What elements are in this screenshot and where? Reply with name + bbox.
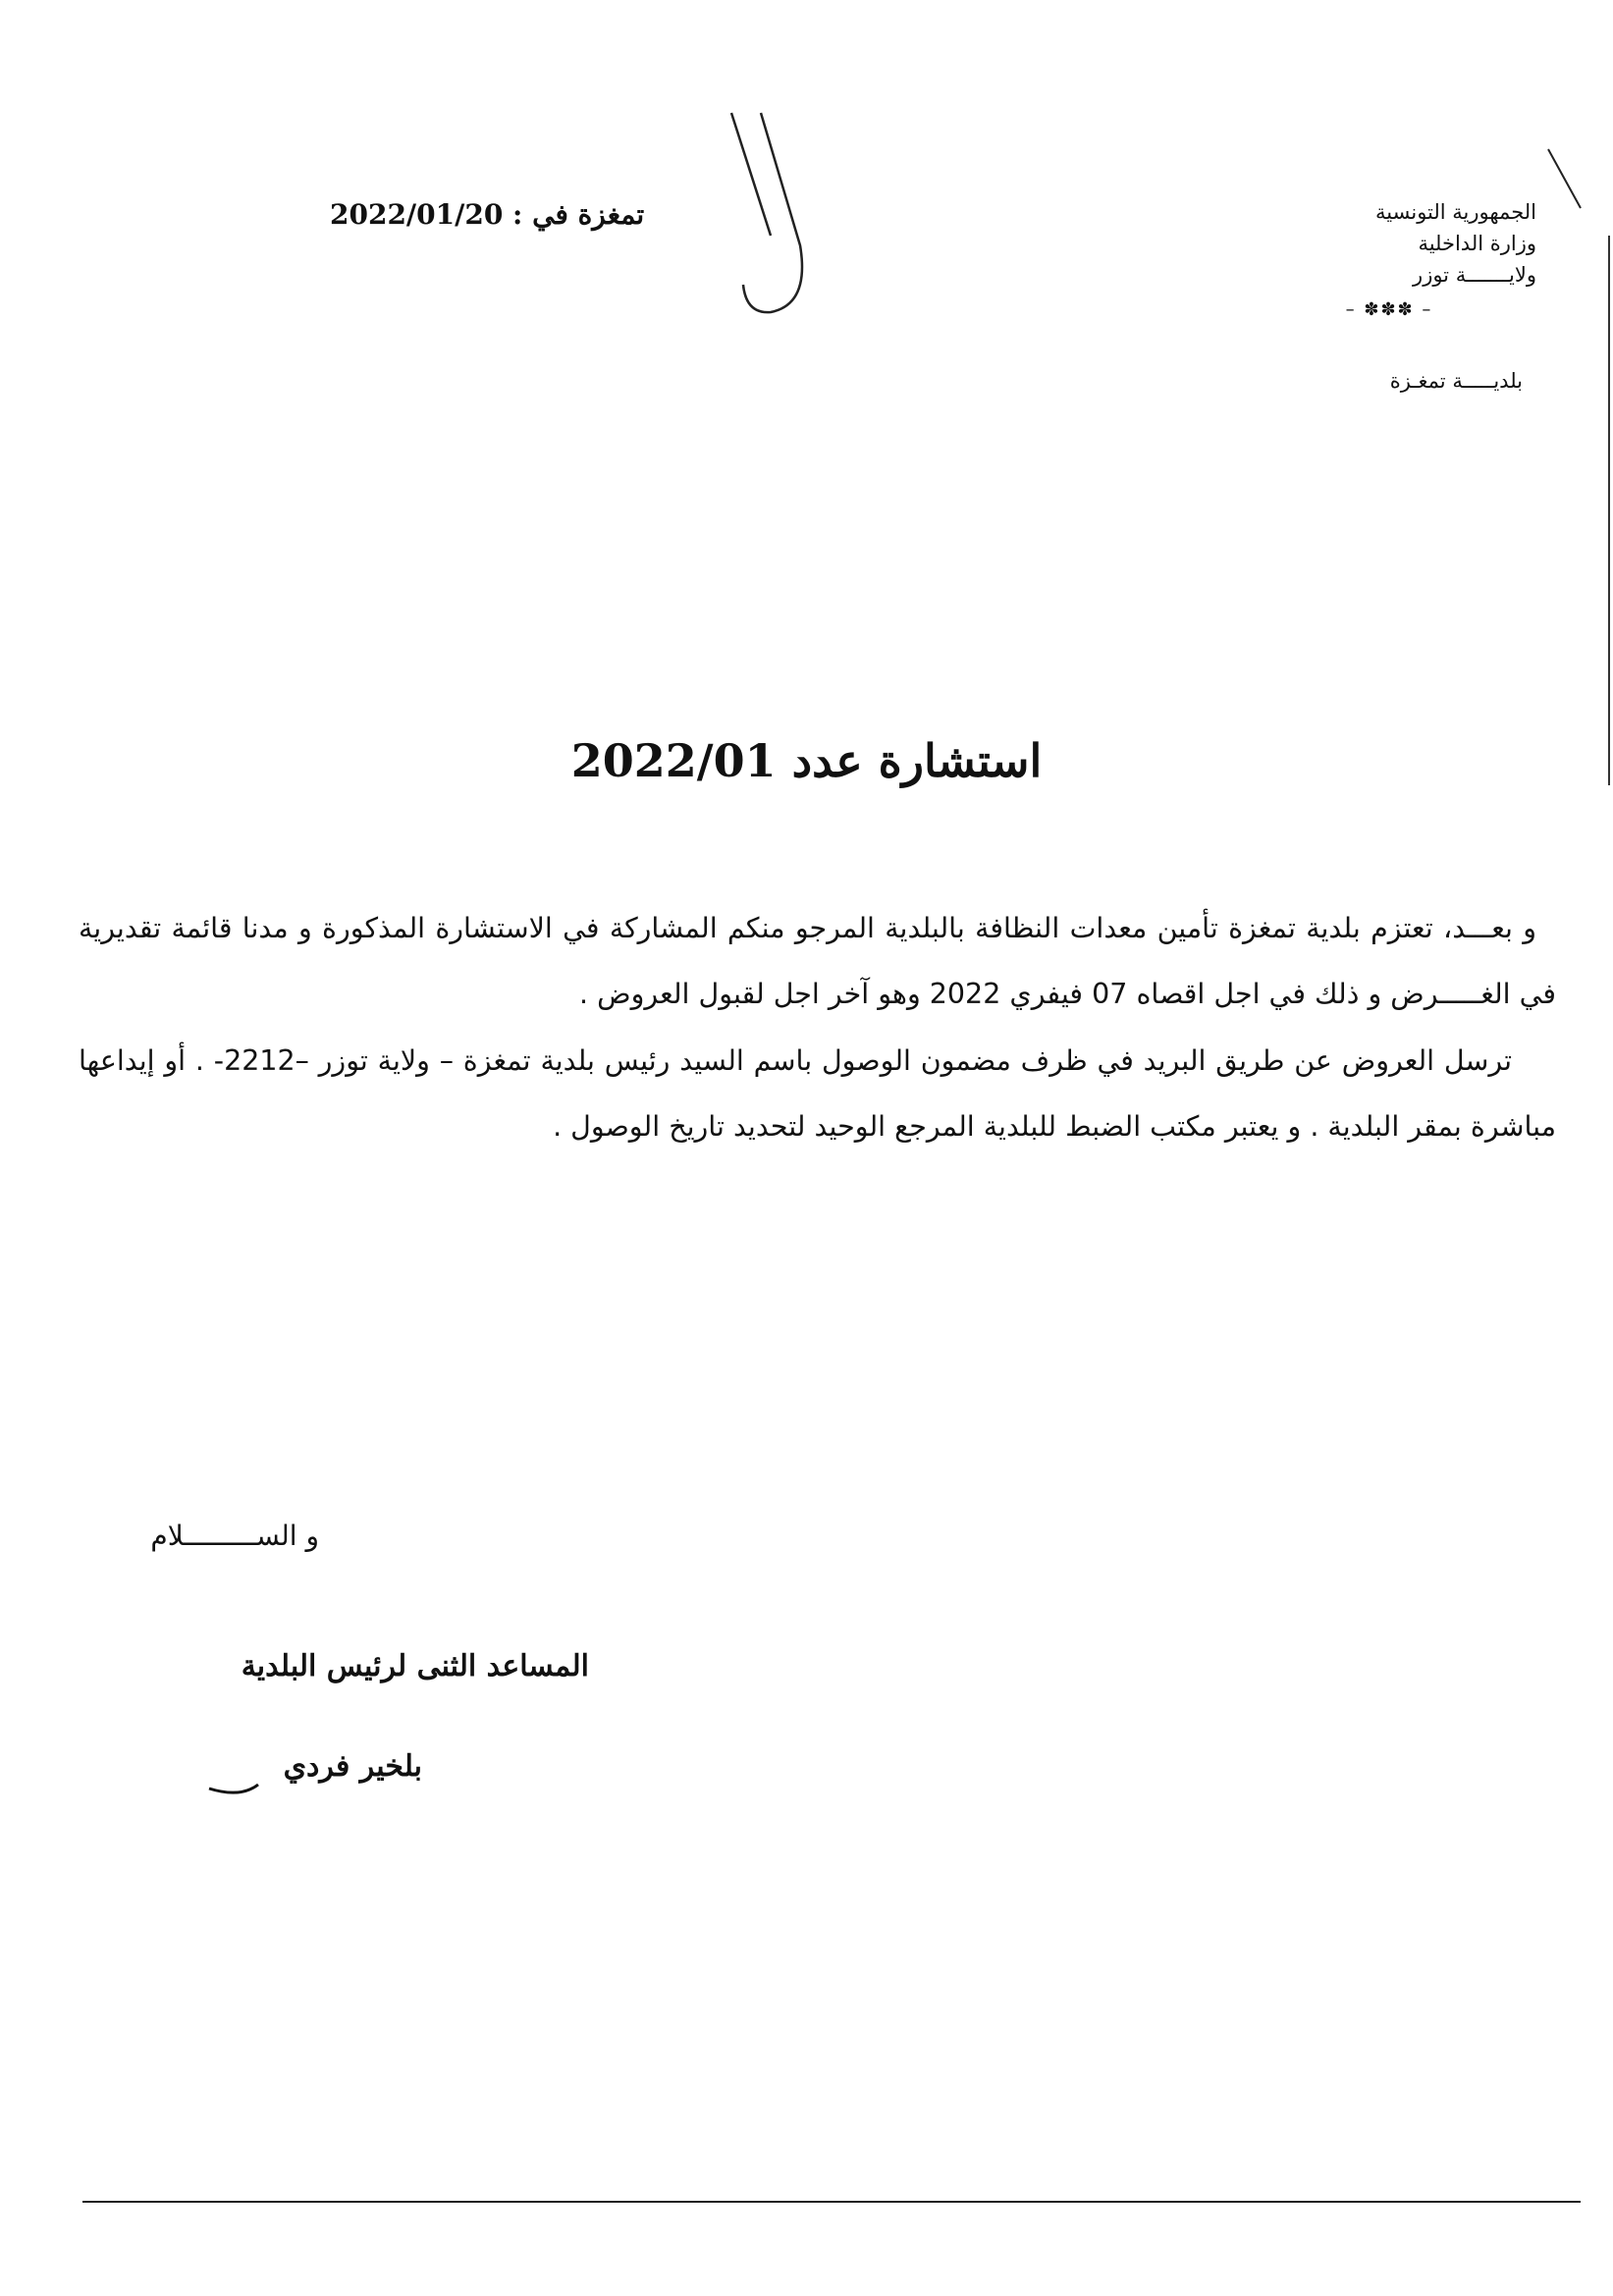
document-body [79,895,1556,1159]
date-line: تمغزة في : 2022/01/20 [330,198,645,231]
stars-divider: – ✽✽✽ – [1345,299,1433,320]
governorate-name: ولايـــــــة توزر [1413,263,1536,287]
paperclip-mark [702,108,820,324]
signer-title: المساعد الثنى لرئيس البلدية [241,1649,589,1683]
document-title: استشارة عدد 2022/01 [570,734,1043,787]
municipality-name: بلديـــــة تمغـزة [1389,369,1523,393]
footer-rule [82,2201,1581,2203]
body-paragraph-1: و بعـــد، تعتزم بلدية تمغزة تأمين معدات النظافة بالبلدية المرجو منكم المشاركة في الاستشارة المذكورة و مدنا قائمة تقديرية في الغـــــرض و ذلك في اجل اقصاه 07 فيفري 2022 وهو آخر اجل لقبول العروض . [79,912,1556,1010]
body-paragraph-2: ترسل العروض عن طريق البريد في ظرف مضمون الوصول باسم السيد رئيس بلدية تمغزة – ولاية توزر –2212- . أو إيداعها مباشرة بمقر البلدية . و يعتبر مكتب الضبط للبلدية المرجع الوحيد لتحديد تاريخ الوصول . [79,1044,1556,1143]
corner-slash-mark [1546,147,1586,216]
scan-edge-line [1608,236,1610,785]
signature-flourish [201,1777,260,1806]
signer-name: بلخير فردي [283,1749,422,1784]
closing-salutation: و الســـــــــلام [150,1520,319,1552]
country-name: الجمهورية التونسية [1375,200,1536,224]
letterhead [1281,196,1536,397]
ministry-name: وزارة الداخلية [1418,232,1536,255]
